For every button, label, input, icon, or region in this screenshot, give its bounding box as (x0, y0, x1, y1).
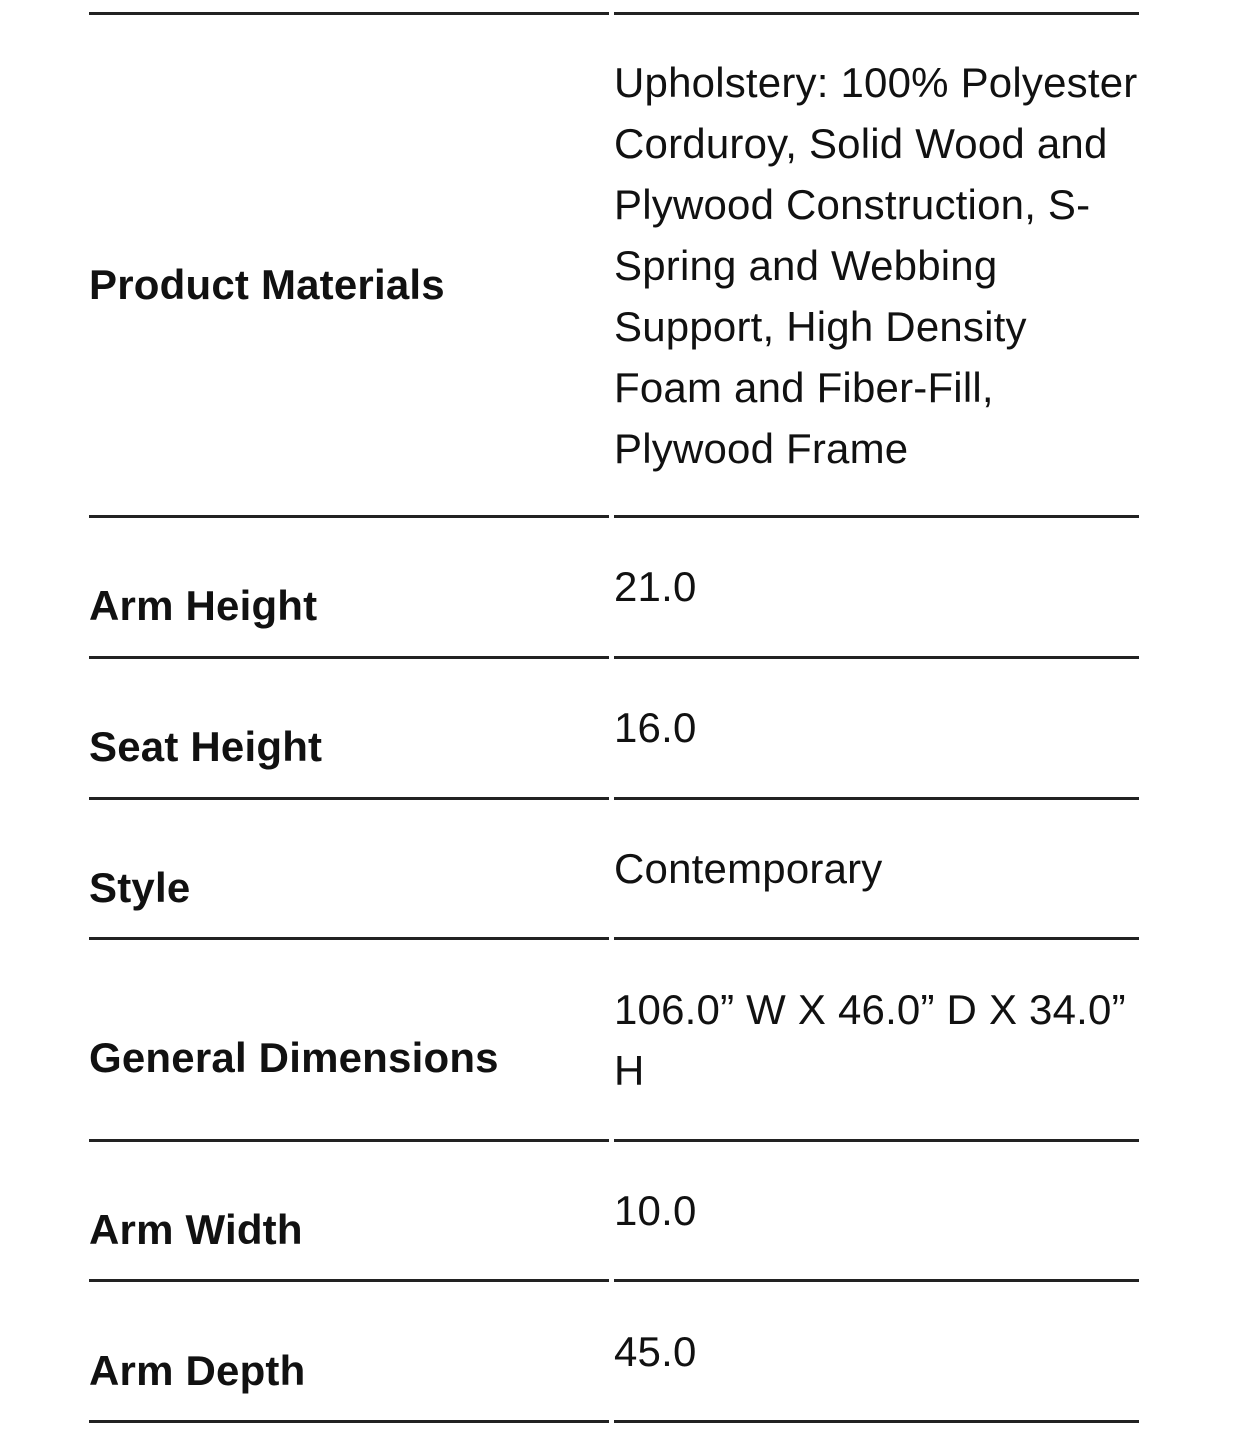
spec-label: Seat Height (89, 723, 323, 770)
row-divider (614, 1139, 1139, 1142)
spec-value: 45.0 (614, 1328, 697, 1375)
spec-label: Product Materials (89, 261, 445, 308)
row-divider (614, 797, 1139, 800)
row-divider (89, 515, 609, 518)
row-divider (89, 797, 609, 800)
row-divider (614, 12, 1139, 15)
spec-value: 106.0” W X 46.0” D X 34.0” H (614, 986, 1126, 1094)
spec-value: Upholstery: 100% Polyester Corduroy, Solid Wood and Plywood Construction, S-Spring and Webbing Support, High Density Foam and Fiber-Fill, Plywood Frame (614, 59, 1138, 472)
spec-label: Style (89, 864, 191, 911)
spec-value: 16.0 (614, 704, 697, 751)
spec-label: Arm Width (89, 1206, 303, 1253)
row-divider (89, 1279, 609, 1282)
row-divider (614, 1279, 1139, 1282)
row-divider (89, 1420, 609, 1423)
spec-value: Contemporary (614, 845, 883, 892)
row-divider (89, 1139, 609, 1142)
spec-label: Arm Height (89, 582, 318, 629)
row-divider (614, 656, 1139, 659)
row-divider (89, 12, 609, 15)
row-divider (89, 937, 609, 940)
row-divider (614, 515, 1139, 518)
spec-value: 10.0 (614, 1187, 697, 1234)
row-divider (89, 656, 609, 659)
spec-value: 21.0 (614, 563, 697, 610)
spec-label: General Dimensions (89, 1034, 499, 1081)
spec-label: Arm Depth (89, 1347, 306, 1394)
row-divider (614, 937, 1139, 940)
row-divider (614, 1420, 1139, 1423)
